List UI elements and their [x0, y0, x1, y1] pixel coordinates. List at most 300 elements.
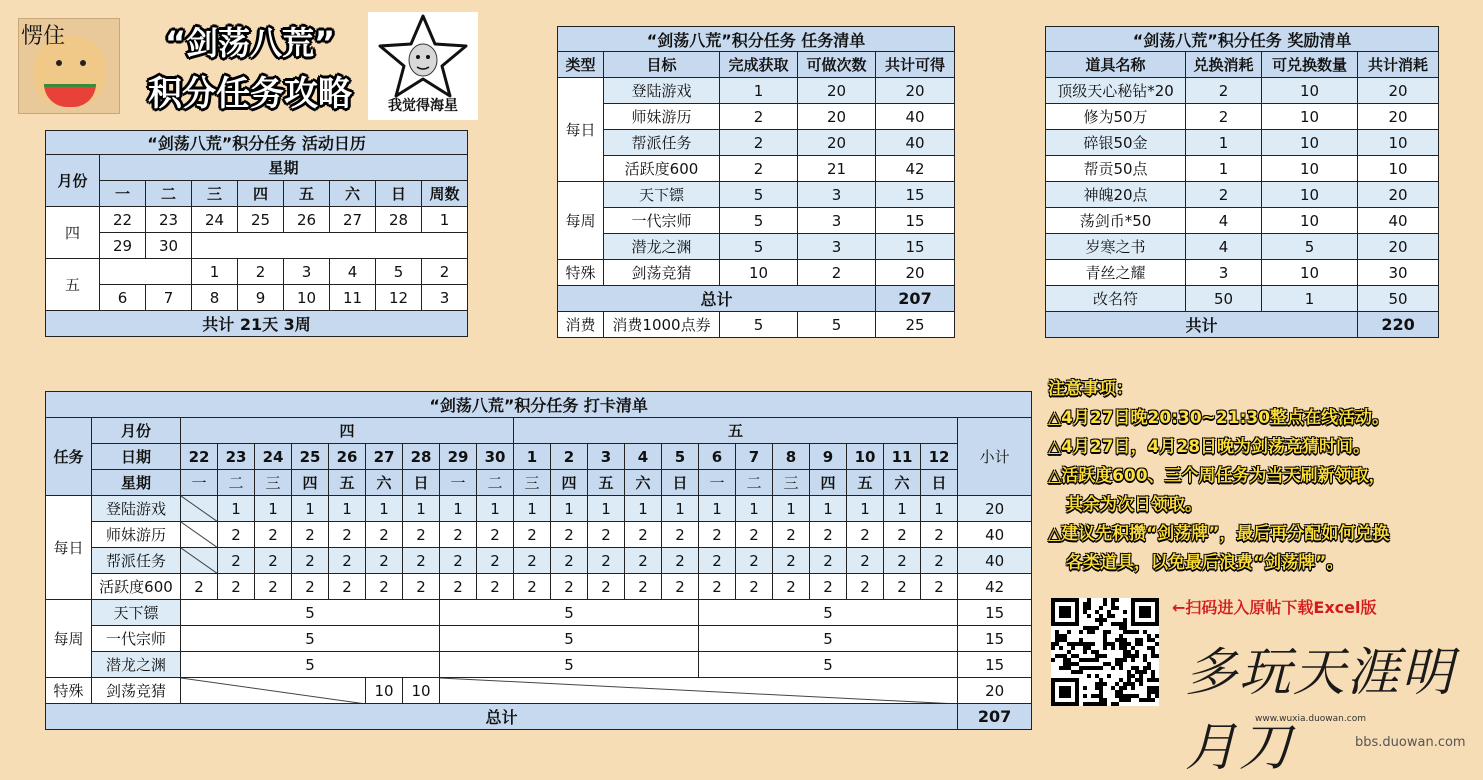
task-times: 3 — [798, 208, 876, 234]
checkin-date: 10 — [847, 444, 884, 470]
checkin-special-label: 特殊 — [46, 678, 92, 704]
checkin-day-value: 2 — [884, 574, 921, 600]
weekday-header: 三 — [192, 181, 238, 207]
checkin-weekday: 日 — [403, 470, 440, 496]
calendar-day: 7 — [146, 285, 192, 311]
reward-item: 顶级天心秘钻*20 — [1046, 78, 1186, 104]
task-target: 帮派任务 — [604, 130, 720, 156]
checkin-date: 26 — [329, 444, 366, 470]
checkin-task-name: 天下镖 — [92, 600, 181, 626]
calendar-week-number: 1 — [422, 207, 468, 233]
checkin-daily-label: 每日 — [46, 496, 92, 600]
checkin-day-value: 1 — [662, 496, 699, 522]
task-total-label: 总计 — [558, 286, 876, 312]
checkin-date: 27 — [366, 444, 403, 470]
qr-code-image[interactable] — [1051, 598, 1159, 706]
checkin-day-value: 2 — [514, 522, 551, 548]
task-target: 师妹游历 — [604, 104, 720, 130]
task-times: 20 — [798, 78, 876, 104]
checkin-weekday: 二 — [218, 470, 255, 496]
checkin-task-name: 一代宗师 — [92, 626, 181, 652]
calendar-day: 9 — [238, 285, 284, 311]
checkin-day-value: 2 — [329, 548, 366, 574]
checkin-date: 11 — [884, 444, 921, 470]
task-col-header: 可做次数 — [798, 52, 876, 78]
checkin-day-value: 2 — [366, 522, 403, 548]
checkin-day-value: 2 — [662, 548, 699, 574]
reward-list-title: “剑荡八荒”积分任务 奖励清单 — [1046, 27, 1439, 52]
checkin-weekday: 二 — [477, 470, 514, 496]
checkin-day-value: 1 — [921, 496, 958, 522]
checkin-day-value: 2 — [662, 522, 699, 548]
calendar-month-header: 月份 — [46, 155, 100, 207]
checkin-week-value: 5 — [699, 600, 958, 626]
reward-count: 10 — [1262, 104, 1358, 130]
task-type-cell: 每日 — [558, 78, 604, 182]
checkin-task-name: 潜龙之渊 — [92, 652, 181, 678]
reward-cost: 2 — [1186, 78, 1262, 104]
checkin-week-value: 5 — [699, 626, 958, 652]
checkin-date: 5 — [662, 444, 699, 470]
checkin-total-value: 207 — [958, 704, 1032, 730]
checkin-month-header: 月份 — [92, 418, 181, 444]
checkin-week-header: 星期 — [92, 470, 181, 496]
checkin-day-value: 2 — [329, 574, 366, 600]
checkin-weekday: 三 — [514, 470, 551, 496]
consume-sum: 25 — [876, 312, 955, 338]
checkin-day-value: 1 — [403, 496, 440, 522]
diagonal-line-icon — [440, 678, 958, 704]
reward-col-header: 兑换消耗 — [1186, 52, 1262, 78]
checkin-week-value: 5 — [181, 626, 440, 652]
checkin-day-value: 2 — [440, 574, 477, 600]
reward-item: 修为50万 — [1046, 104, 1186, 130]
task-gain: 1 — [720, 78, 798, 104]
checkin-weekday: 一 — [440, 470, 477, 496]
checkin-month-apr: 四 — [181, 418, 514, 444]
calendar-day: 12 — [376, 285, 422, 311]
checkin-week-value: 5 — [699, 652, 958, 678]
checkin-day-value: 2 — [921, 548, 958, 574]
calendar-day: 10 — [284, 285, 330, 311]
calendar-empty-cell — [100, 259, 192, 285]
checkin-day-value: 2 — [551, 522, 588, 548]
checkin-day-value: 2 — [625, 522, 662, 548]
checkin-special-empty — [181, 678, 366, 704]
checkin-day-value: 2 — [625, 574, 662, 600]
checkin-weekday: 日 — [662, 470, 699, 496]
checkin-day-value: 2 — [810, 574, 847, 600]
task-sum: 20 — [876, 260, 955, 286]
checkin-day-value: 1 — [514, 496, 551, 522]
task-gain: 10 — [720, 260, 798, 286]
dog-eye — [56, 60, 62, 66]
task-target: 潜龙之渊 — [604, 234, 720, 260]
note-item: △4月27日，4月28日晚为剑荡竞猜时间。 — [1048, 437, 1371, 457]
consume-times: 5 — [798, 312, 876, 338]
checkin-total-label: 总计 — [46, 704, 958, 730]
checkin-subtotal: 15 — [958, 652, 1032, 678]
reward-cost: 2 — [1186, 104, 1262, 130]
task-times: 21 — [798, 156, 876, 182]
reward-count: 5 — [1262, 234, 1358, 260]
checkin-day-value: 1 — [699, 496, 736, 522]
diagonal-line-icon — [181, 496, 218, 522]
checkin-subtotal-header: 小计 — [958, 418, 1032, 496]
checkin-day-value: 1 — [847, 496, 884, 522]
checkin-day-value: 2 — [255, 574, 292, 600]
checkin-subtotal: 15 — [958, 600, 1032, 626]
checkin-subtotal: 15 — [958, 626, 1032, 652]
checkin-task-header: 任务 — [46, 418, 92, 496]
checkin-day-value: 1 — [773, 496, 810, 522]
reward-count: 10 — [1262, 182, 1358, 208]
checkin-day-value: 2 — [773, 522, 810, 548]
checkin-day-value: 1 — [588, 496, 625, 522]
checkin-day-value: 2 — [218, 574, 255, 600]
checkin-task-name: 师妹游历 — [92, 522, 181, 548]
checkin-day-value: 2 — [403, 574, 440, 600]
consume-type: 消费 — [558, 312, 604, 338]
note-item: △活跃度600、三个周任务为当天刷新领取， — [1048, 466, 1386, 486]
reward-sum: 10 — [1358, 156, 1439, 182]
task-sum: 15 — [876, 234, 955, 260]
reward-cost: 2 — [1186, 182, 1262, 208]
calendar-day: 27 — [330, 207, 376, 233]
checkin-day-value: 2 — [625, 548, 662, 574]
checkin-date: 8 — [773, 444, 810, 470]
checkin-day-value: 1 — [218, 496, 255, 522]
checkin-special-day28: 10 — [403, 678, 440, 704]
checkin-day-value: 2 — [366, 574, 403, 600]
checkin-day-value: 1 — [551, 496, 588, 522]
calendar-day: 2 — [238, 259, 284, 285]
checkin-empty-cell — [181, 496, 218, 522]
diagonal-line-icon — [181, 548, 218, 574]
reward-sum: 10 — [1358, 130, 1439, 156]
checkin-empty-cell — [181, 522, 218, 548]
reward-sum: 40 — [1358, 208, 1439, 234]
task-target: 活跃度600 — [604, 156, 720, 182]
checkin-week-value: 5 — [440, 600, 699, 626]
checkin-table — [45, 391, 1032, 730]
calendar-footer: 共计 21天 3周 — [46, 311, 468, 337]
checkin-weekday: 二 — [736, 470, 773, 496]
checkin-day-value: 2 — [810, 548, 847, 574]
reward-sum: 20 — [1358, 78, 1439, 104]
task-times: 20 — [798, 130, 876, 156]
signature-url: www.wuxia.duowan.com — [1255, 714, 1366, 724]
checkin-month-may: 五 — [514, 418, 958, 444]
calendar-month-cell: 四 — [46, 207, 100, 259]
checkin-date: 12 — [921, 444, 958, 470]
reward-sum: 20 — [1358, 182, 1439, 208]
checkin-day-value: 2 — [588, 548, 625, 574]
checkin-day-value: 2 — [847, 522, 884, 548]
task-col-header: 目标 — [604, 52, 720, 78]
reward-item: 改名符 — [1046, 286, 1186, 312]
checkin-weekly-label: 每周 — [46, 600, 92, 678]
reward-cost: 1 — [1186, 130, 1262, 156]
calendar-day: 8 — [192, 285, 238, 311]
checkin-empty-cell — [181, 548, 218, 574]
checkin-weekday: 日 — [921, 470, 958, 496]
task-gain: 5 — [720, 234, 798, 260]
task-gain: 5 — [720, 182, 798, 208]
checkin-weekday: 一 — [181, 470, 218, 496]
checkin-date: 25 — [292, 444, 329, 470]
calendar-day: 23 — [146, 207, 192, 233]
checkin-day-value: 1 — [625, 496, 662, 522]
checkin-title: “剑荡八荒”积分任务 打卡清单 — [46, 392, 1032, 418]
consume-target: 消费1000点券 — [604, 312, 720, 338]
reward-count: 10 — [1262, 78, 1358, 104]
reward-total-label: 共计 — [1046, 312, 1358, 338]
checkin-day-value: 2 — [255, 522, 292, 548]
task-times: 3 — [798, 234, 876, 260]
checkin-day-value: 1 — [440, 496, 477, 522]
week-count-header: 周数 — [422, 181, 468, 207]
task-target: 一代宗师 — [604, 208, 720, 234]
checkin-day-value: 2 — [440, 548, 477, 574]
checkin-day-value: 2 — [440, 522, 477, 548]
notes-title: 注意事项： — [1048, 379, 1133, 399]
checkin-subtotal: 40 — [958, 548, 1032, 574]
signature-logo: 多玩天涯明月刀 — [1185, 643, 1456, 778]
checkin-weekday: 六 — [884, 470, 921, 496]
checkin-day-value: 2 — [884, 522, 921, 548]
checkin-day-value: 2 — [329, 522, 366, 548]
task-target: 天下镖 — [604, 182, 720, 208]
checkin-day-value: 2 — [699, 548, 736, 574]
note-item: △建议先积攒“剑荡牌”，最后再分配如何兑换 — [1048, 524, 1390, 544]
checkin-day-value: 2 — [662, 574, 699, 600]
note-item: 其余为次日领取。 — [1066, 495, 1202, 515]
checkin-task-name: 活跃度600 — [92, 574, 181, 600]
diagonal-line-icon — [181, 522, 218, 548]
checkin-date: 2 — [551, 444, 588, 470]
task-sum: 40 — [876, 130, 955, 156]
reward-sum: 30 — [1358, 260, 1439, 286]
checkin-weekday: 三 — [773, 470, 810, 496]
consume-gain: 5 — [720, 312, 798, 338]
page-title-line2: 积分任务攻略 — [148, 74, 352, 114]
task-times: 3 — [798, 182, 876, 208]
reward-count: 10 — [1262, 130, 1358, 156]
weekday-header: 一 — [100, 181, 146, 207]
task-total-value: 207 — [876, 286, 955, 312]
task-target: 登陆游戏 — [604, 78, 720, 104]
checkin-day-value: 2 — [736, 522, 773, 548]
reward-col-header: 共计消耗 — [1358, 52, 1439, 78]
page-title-line1: “剑荡八荒” — [164, 24, 336, 62]
checkin-day-value: 2 — [477, 574, 514, 600]
star-face-icon — [368, 12, 478, 102]
reward-count: 10 — [1262, 208, 1358, 234]
checkin-day-value: 1 — [884, 496, 921, 522]
reward-cost: 4 — [1186, 234, 1262, 260]
checkin-day-value: 2 — [699, 574, 736, 600]
checkin-subtotal: 20 — [958, 678, 1032, 704]
calendar-day: 26 — [284, 207, 330, 233]
checkin-day-value: 2 — [477, 522, 514, 548]
checkin-special-empty — [440, 678, 958, 704]
task-sum: 40 — [876, 104, 955, 130]
weekday-header: 六 — [330, 181, 376, 207]
task-sum: 20 — [876, 78, 955, 104]
reward-item: 帮贡50点 — [1046, 156, 1186, 182]
checkin-day-value: 1 — [255, 496, 292, 522]
task-sum: 15 — [876, 208, 955, 234]
task-list-table — [557, 26, 955, 338]
checkin-week-value: 5 — [181, 600, 440, 626]
dog-eye — [80, 60, 86, 66]
calendar-empty-cell — [192, 233, 468, 259]
task-gain: 2 — [720, 104, 798, 130]
reward-col-header: 可兑换数量 — [1262, 52, 1358, 78]
task-times: 20 — [798, 104, 876, 130]
reward-sum: 50 — [1358, 286, 1439, 312]
checkin-date: 22 — [181, 444, 218, 470]
checkin-week-value: 5 — [440, 626, 699, 652]
calendar-day: 3 — [284, 259, 330, 285]
checkin-day-value: 2 — [773, 548, 810, 574]
reward-item: 碎银50金 — [1046, 130, 1186, 156]
checkin-day-value: 2 — [921, 522, 958, 548]
checkin-day-value: 2 — [847, 548, 884, 574]
checkin-day-value: 1 — [810, 496, 847, 522]
task-list-title: “剑荡八荒”积分任务 任务清单 — [558, 27, 955, 52]
checkin-day-value: 2 — [218, 548, 255, 574]
checkin-day-value: 2 — [514, 548, 551, 574]
task-col-header: 类型 — [558, 52, 604, 78]
activity-calendar-table — [45, 130, 468, 337]
task-type-cell: 特殊 — [558, 260, 604, 286]
checkin-date: 23 — [218, 444, 255, 470]
checkin-day-value: 2 — [736, 574, 773, 600]
checkin-day-value: 2 — [514, 574, 551, 600]
reward-col-header: 道具名称 — [1046, 52, 1186, 78]
checkin-day-value: 2 — [551, 548, 588, 574]
calendar-day: 5 — [376, 259, 422, 285]
checkin-day-value: 2 — [292, 574, 329, 600]
checkin-day-value: 2 — [884, 548, 921, 574]
reward-sum: 20 — [1358, 104, 1439, 130]
note-item: △4月27日晚20:30~21:30整点在线活动。 — [1048, 408, 1390, 428]
checkin-day-value: 2 — [773, 574, 810, 600]
task-col-header: 完成获取 — [720, 52, 798, 78]
task-sum: 42 — [876, 156, 955, 182]
checkin-date: 1 — [514, 444, 551, 470]
checkin-day-value: 1 — [736, 496, 773, 522]
checkin-date: 28 — [403, 444, 440, 470]
reward-count: 10 — [1262, 260, 1358, 286]
checkin-week-value: 5 — [440, 652, 699, 678]
task-gain: 2 — [720, 156, 798, 182]
calendar-day: 24 — [192, 207, 238, 233]
checkin-day-value: 2 — [810, 522, 847, 548]
notes-panel — [1048, 375, 1478, 578]
calendar-week-number: 3 — [422, 285, 468, 311]
checkin-day-value: 2 — [366, 548, 403, 574]
task-times: 2 — [798, 260, 876, 286]
calendar-day: 22 — [100, 207, 146, 233]
checkin-day-value: 1 — [329, 496, 366, 522]
reward-cost: 50 — [1186, 286, 1262, 312]
diagonal-line-icon — [181, 678, 366, 704]
checkin-day-value: 2 — [551, 574, 588, 600]
checkin-day-value: 1 — [477, 496, 514, 522]
reward-item: 岁寒之书 — [1046, 234, 1186, 260]
checkin-day-value: 2 — [588, 522, 625, 548]
checkin-day-value: 1 — [366, 496, 403, 522]
checkin-weekday: 四 — [292, 470, 329, 496]
calendar-month-cell: 五 — [46, 259, 100, 311]
checkin-weekday: 五 — [847, 470, 884, 496]
checkin-date: 24 — [255, 444, 292, 470]
calendar-day: 25 — [238, 207, 284, 233]
checkin-day-value: 2 — [218, 522, 255, 548]
checkin-task-name: 帮派任务 — [92, 548, 181, 574]
calendar-day: 11 — [330, 285, 376, 311]
task-gain: 5 — [720, 208, 798, 234]
calendar-day: 1 — [192, 259, 238, 285]
reward-cost: 1 — [1186, 156, 1262, 182]
task-sum: 15 — [876, 182, 955, 208]
checkin-date: 4 — [625, 444, 662, 470]
reward-item: 神魄20点 — [1046, 182, 1186, 208]
checkin-date: 3 — [588, 444, 625, 470]
checkin-special-day27: 10 — [366, 678, 403, 704]
checkin-day-value: 2 — [921, 574, 958, 600]
checkin-day-value: 2 — [736, 548, 773, 574]
avatar-caption: 愣住 — [21, 24, 66, 49]
qr-hint-text: ←扫码进入原帖下载Excel版 — [1172, 598, 1377, 617]
watermark-text: bbs.duowan.com — [1355, 735, 1466, 750]
reward-total-value: 220 — [1358, 312, 1439, 338]
checkin-task-name: 剑荡竞猜 — [92, 678, 181, 704]
checkin-weekday: 五 — [329, 470, 366, 496]
checkin-subtotal: 42 — [958, 574, 1032, 600]
task-gain: 2 — [720, 130, 798, 156]
checkin-weekday: 六 — [366, 470, 403, 496]
checkin-weekday: 四 — [810, 470, 847, 496]
reward-count: 10 — [1262, 156, 1358, 182]
calendar-week-header: 星期 — [100, 155, 468, 181]
checkin-day-value: 2 — [255, 548, 292, 574]
reward-cost: 4 — [1186, 208, 1262, 234]
checkin-weekday: 三 — [255, 470, 292, 496]
checkin-subtotal: 40 — [958, 522, 1032, 548]
checkin-day-value: 2 — [847, 574, 884, 600]
checkin-day-value: 2 — [403, 548, 440, 574]
weekday-header: 二 — [146, 181, 192, 207]
calendar-day: 6 — [100, 285, 146, 311]
checkin-date: 7 — [736, 444, 773, 470]
weekday-header: 四 — [238, 181, 284, 207]
checkin-weekday: 五 — [588, 470, 625, 496]
checkin-day-value: 2 — [181, 574, 218, 600]
calendar-day: 29 — [100, 233, 146, 259]
task-target: 剑荡竞猜 — [604, 260, 720, 286]
checkin-day-value: 2 — [699, 522, 736, 548]
checkin-date: 29 — [440, 444, 477, 470]
checkin-task-name: 登陆游戏 — [92, 496, 181, 522]
checkin-day-value: 2 — [292, 522, 329, 548]
reward-sum: 20 — [1358, 234, 1439, 260]
checkin-week-value: 5 — [181, 652, 440, 678]
checkin-day-value: 2 — [588, 574, 625, 600]
